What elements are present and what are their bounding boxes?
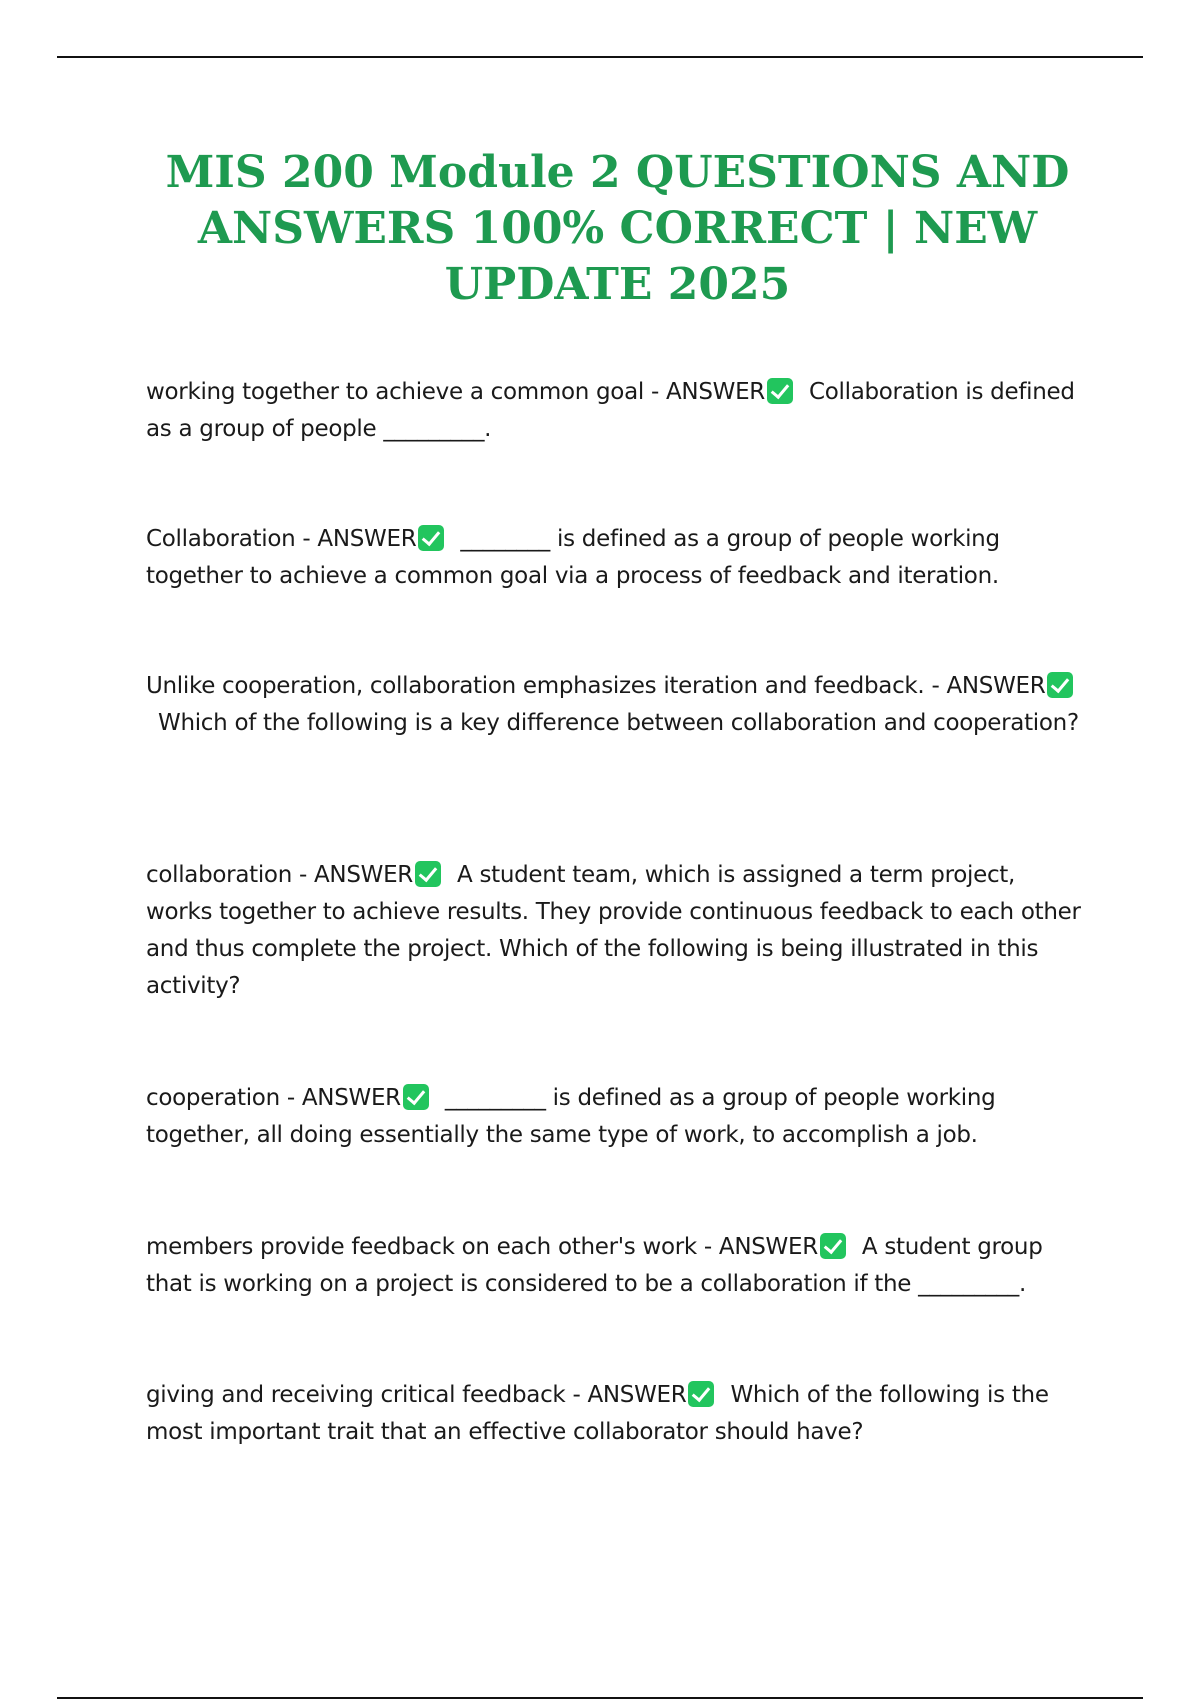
check-icon bbox=[403, 1084, 429, 1110]
question-text: ________ is defined as a group of people working together to achieve a common goal via a process of feedback and iteration. bbox=[146, 526, 1000, 589]
check-icon bbox=[415, 861, 441, 887]
question-text: Collaboration is defined as a group of people _________. bbox=[146, 379, 1075, 442]
check-icon bbox=[1047, 672, 1073, 698]
check-icon bbox=[688, 1381, 714, 1407]
answer-text: Unlike cooperation, collaboration emphasizes iteration and feedback. - ANSWER bbox=[146, 673, 1046, 699]
check-icon bbox=[767, 378, 793, 404]
qa-item-3 bbox=[146, 668, 1086, 742]
qa-item-1 bbox=[146, 374, 1086, 448]
question-text: A student team, which is assigned a term project, works together to achieve results. They provide continuous feedback to each other and thus complete the project. Which of the following is being illustrated in this activity? bbox=[146, 862, 1081, 999]
answer-text: collaboration - ANSWER bbox=[146, 862, 413, 888]
answer-text: Collaboration - ANSWER bbox=[146, 526, 417, 552]
qa-item-4 bbox=[146, 857, 1086, 1005]
check-icon bbox=[418, 525, 444, 551]
answer-text: members provide feedback on each other's work - ANSWER bbox=[146, 1234, 818, 1260]
top-rule bbox=[57, 56, 1143, 58]
answer-text: working together to achieve a common goal - ANSWER bbox=[146, 379, 765, 405]
question-text: Which of the following is the most important trait that an effective collaborator should have? bbox=[146, 1382, 1049, 1445]
qa-item-2 bbox=[146, 521, 1086, 595]
question-text: Which of the following is a key difference between collaboration and cooperation? bbox=[158, 710, 1079, 736]
qa-item-5 bbox=[146, 1080, 1086, 1154]
answer-text: giving and receiving critical feedback - ANSWER bbox=[146, 1382, 687, 1408]
qa-item-7 bbox=[146, 1377, 1086, 1451]
question-text: _________ is defined as a group of people working together, all doing essentially the same type of work, to accomplish a job. bbox=[146, 1085, 996, 1148]
bottom-rule bbox=[57, 1697, 1143, 1699]
question-text: A student group that is working on a project is considered to be a collaboration if the _________. bbox=[146, 1234, 1043, 1297]
check-icon bbox=[820, 1233, 846, 1259]
answer-text: cooperation - ANSWER bbox=[146, 1085, 401, 1111]
document-title: MIS 200 Module 2 QUESTIONS AND ANSWERS 100% CORRECT | NEW UPDATE 2025 bbox=[165, 147, 1070, 310]
qa-item-6 bbox=[146, 1229, 1086, 1303]
